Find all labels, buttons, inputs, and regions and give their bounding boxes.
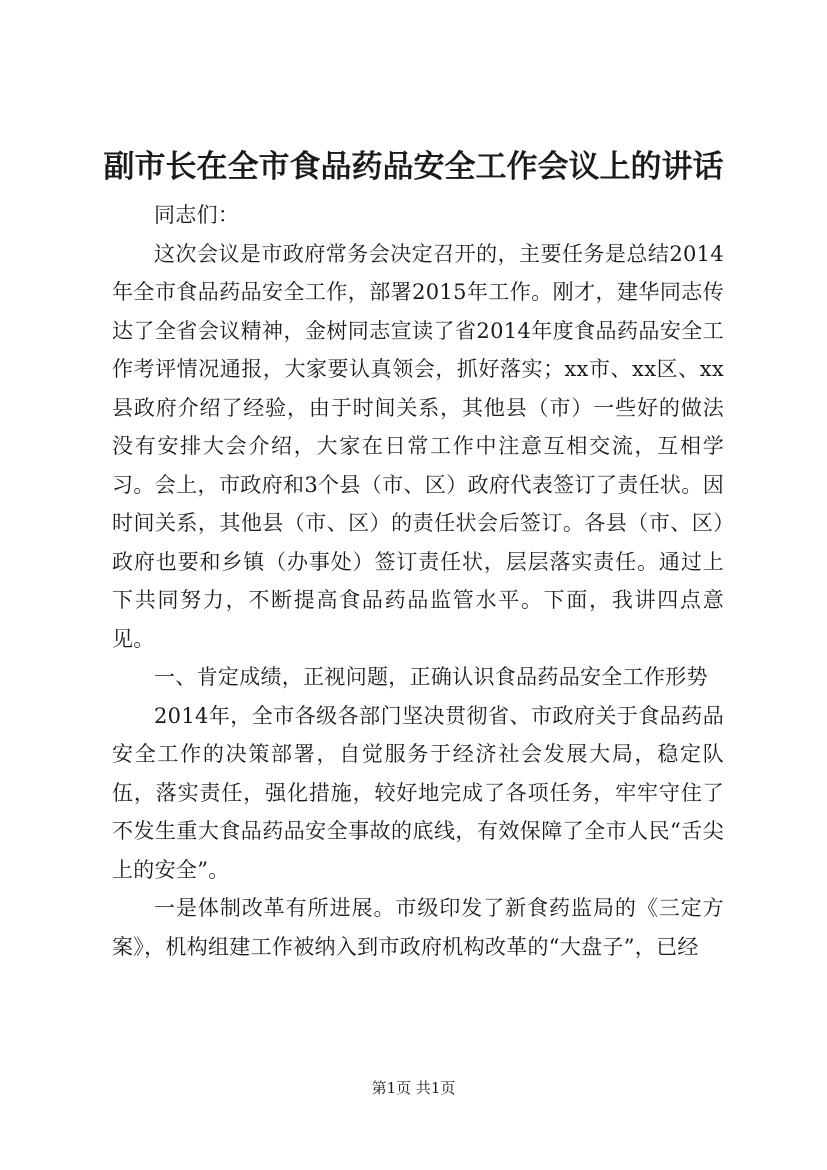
salutation-paragraph: 同志们： bbox=[154, 203, 240, 227]
document-body bbox=[112, 196, 724, 966]
body-paragraph: 这次会议是市政府常务会决定召开的，主要任务是总结2014年全市食品药品安全工作，部署2015年工作。刚才，建华同志传达了全省会议精神，金树同志宣读了省2014年度食品药品安全工作考评情况通报，大家要认真领会，抓好落实；xx市、xx区、xx县政府介绍了经验，由于时间关系，其他县（市）一些好的做法没有安排大会介绍，大家在日常工作中注意互相交流，互相学习。会上，市政府和3个县（市、区）政府代表签订了责任状。因时间关系，其他县（市、区）的责任状会后签订。各县（市、区）政府也要和乡镇（办事处）签订责任状，层层落实责任。通过上下共同努力，不断提高食品药品监管水平。下面，我讲四点意见。 bbox=[112, 241, 724, 651]
section-heading: 一、肯定成绩，正视问题，正确认识食品药品安全工作形势 bbox=[154, 665, 708, 689]
body-paragraph: 2014年，全市各级各部门坚决贯彻省、市政府关于食品药品安全工作的决策部署，自觉服务于经济社会发展大局，稳定队伍，落实责任，强化措施，较好地完成了各项任务，牢牢守住了不发生重大食品药品安全事故的底线，有效保障了全市人民“舌尖上的安全”。 bbox=[112, 703, 724, 882]
body-paragraph: 一是体制改革有所进展。市级印发了新食药监局的《三定方案》，机构组建工作被纳入到市政府机构改革的“大盘子”，已经 bbox=[112, 896, 724, 959]
document-title: 副市长在全市食品药品安全工作会议上的讲话 bbox=[103, 149, 724, 185]
page-footer: 第1页 共1页 bbox=[371, 1079, 456, 1097]
